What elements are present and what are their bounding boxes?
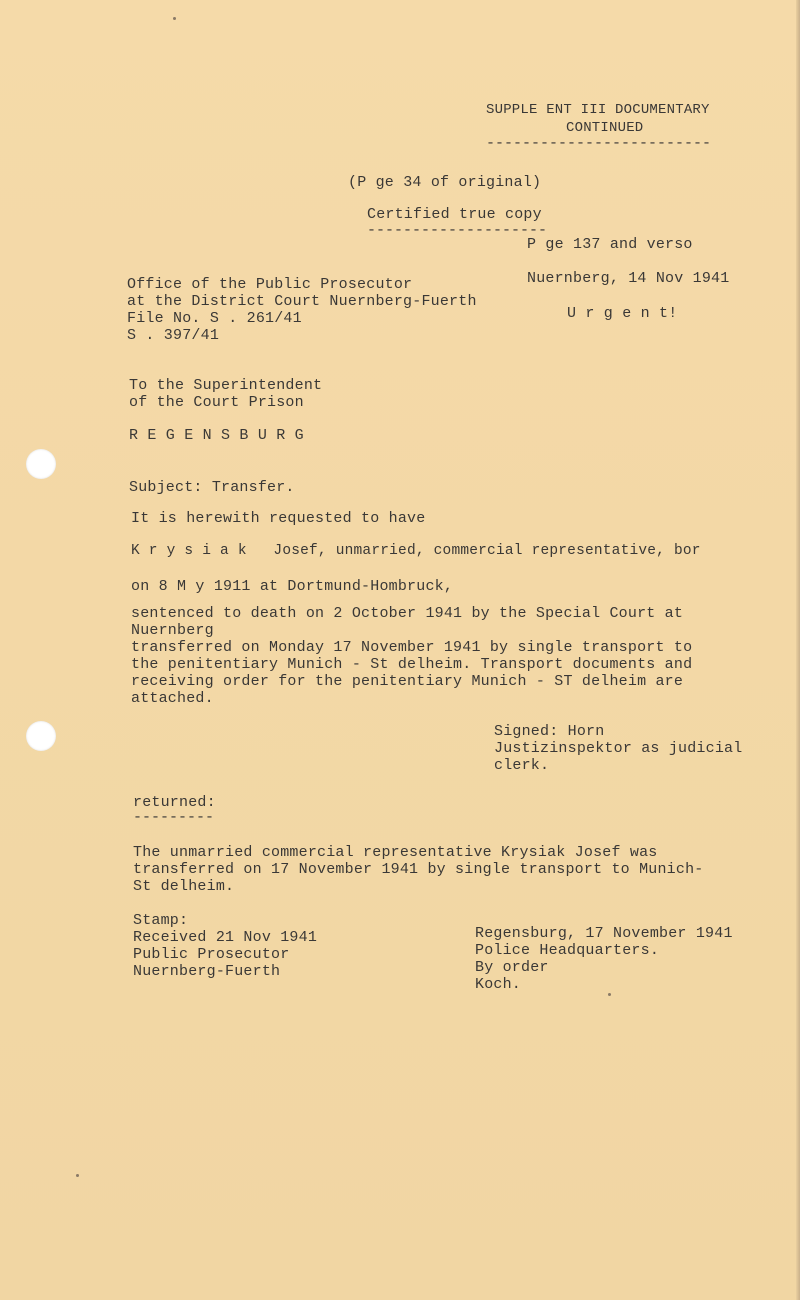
returned-line-1: The unmarried commercial representative Krysiak Josef was [133,844,658,861]
page-of-original: (P ge 34 of original) [348,174,542,191]
signature-name: Signed: Horn [494,723,605,740]
paper-speck [608,993,611,996]
signature-role: clerk. [494,757,550,774]
birth-line: on 8 M y 1911 at Dortmund-Hombruck, [131,578,454,595]
stamp-city: Nuernberg-Fuerth [133,963,281,980]
police-place-date: Regensburg, 17 November 1941 [475,925,733,942]
stamp-office: Public Prosecutor [133,946,290,963]
sentence-line: sentenced to death on 2 October 1941 by the Special Court at [131,605,684,622]
subject-line: Subject: Transfer. [129,479,295,496]
paper-edge [796,0,800,1300]
certified-copy: Certified true copy [367,206,542,223]
place-date: Nuernberg, 14 Nov 1941 [527,270,730,287]
paper-speck [173,17,176,20]
stamp-received: Received 21 Nov 1941 [133,929,318,946]
returned-line-3: St delheim. [133,878,235,895]
sender-office: Office of the Public Prosecutor [127,276,413,293]
file-number-secondary: S . 397/41 [127,327,220,344]
sender-court: at the District Court Nuernberg-Fuerth [127,293,477,310]
sentence-court: Nuernberg [131,622,214,639]
transfer-line-1: transferred on Monday 17 November 1941 by single transport to [131,639,693,656]
stamp-label: Stamp: [133,912,189,929]
returned-label: returned: [133,794,216,811]
signature-title: Justizinspektor as judicial [494,740,743,757]
recipient-city: R E G E N S B U R G [129,427,304,444]
returned-line-2: transferred on 17 November 1941 by single transport to Munich- [133,861,704,878]
transfer-line-4: attached. [131,690,214,707]
request-line: It is herewith requested to have [131,510,426,527]
page-reference: P ge 137 and verso [527,236,693,253]
police-by-order: By order [475,959,549,976]
supplement-continued: CONTINUED [566,120,644,136]
supplement-title: SUPPLE ENT III DOCUMENTARY [486,102,710,118]
prisoner-line: K r y s i a k Josef, unmarried, commercial representative, bor [131,543,701,559]
police-headquarters: Police Headquarters. [475,942,660,959]
recipient-institution: of the Court Prison [129,394,304,411]
recipient-title: To the Superintendent [129,377,323,394]
returned-rule: --------- [133,813,215,823]
police-signature: Koch. [475,976,522,993]
certified-rule: -------------------- [367,226,548,236]
paper-speck [76,1174,79,1177]
transfer-line-2: the penitentiary Munich - St delheim. Transport documents and [131,656,693,673]
punch-hole-bottom [26,721,56,751]
file-number: File No. S . 261/41 [127,310,302,327]
urgent-marker: U r g e n t! [567,305,678,322]
supplement-rule: ------------------------- [486,139,712,149]
punch-hole-top [26,449,56,479]
transfer-line-3: receiving order for the penitentiary Munich - ST delheim are [131,673,684,690]
